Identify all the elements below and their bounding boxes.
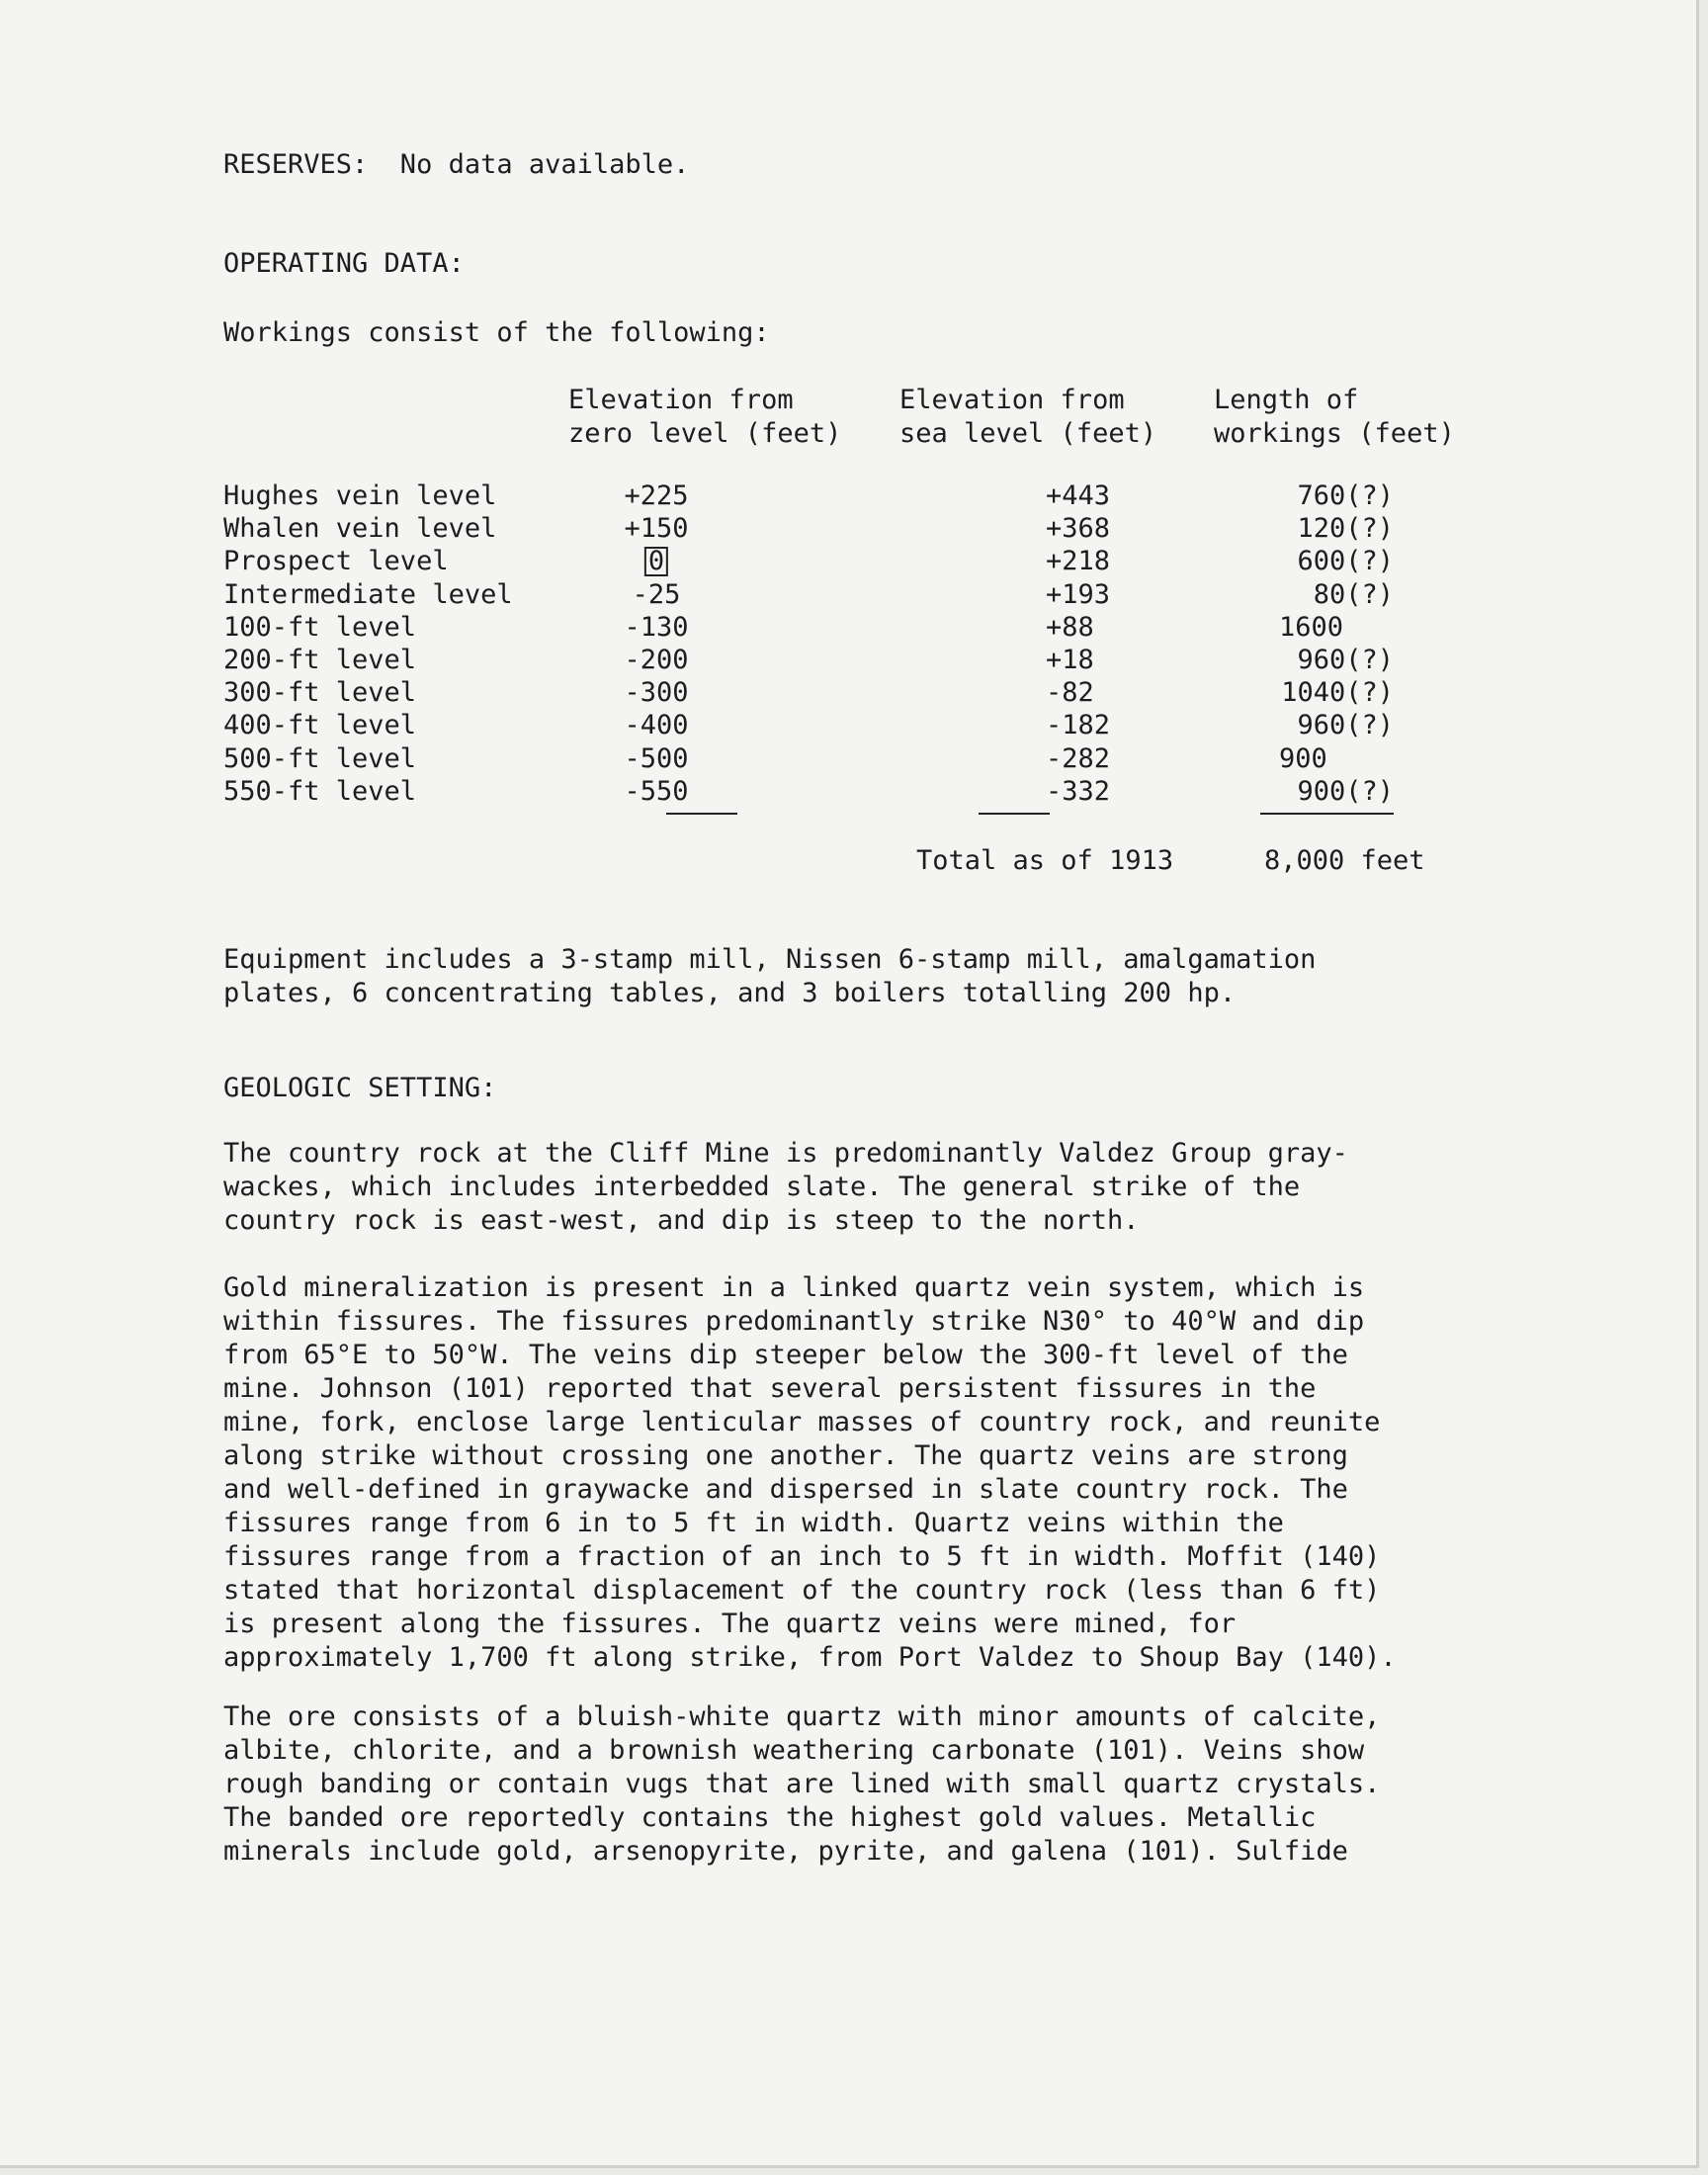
level-name: 300-ft level xyxy=(223,677,417,709)
zero-elevation: -25 xyxy=(632,578,681,610)
working-length: 960(?) xyxy=(1297,645,1394,675)
level-name: 500-ft level xyxy=(223,742,417,774)
table-row xyxy=(223,512,1479,546)
zero-elevation: -300 xyxy=(624,677,689,709)
zero-elevation: +225 xyxy=(624,480,689,511)
working-length: 760(?) xyxy=(1297,480,1394,511)
zero-elevation: -130 xyxy=(624,611,689,643)
sea-elevation: +193 xyxy=(1046,578,1111,610)
sea-elevation: +368 xyxy=(1046,513,1111,545)
zero-elevation: +150 xyxy=(624,513,689,545)
working-length: 900 xyxy=(1279,742,1327,774)
sea-elevation: -282 xyxy=(1046,742,1111,774)
geologic-paragraph-1: The country rock at the Cliff Mine is predominantly Valdez Group gray- wackes, which includes interbedded slate. The general strike of the country rock is east-west, and dip is steep to the north. xyxy=(223,1138,1348,1236)
level-name: Intermediate level xyxy=(223,578,513,610)
level-name: 400-ft level xyxy=(223,710,417,741)
working-length: 1600 xyxy=(1279,611,1344,643)
working-length: 80(?) xyxy=(1313,578,1394,610)
sea-elevation: +218 xyxy=(1046,546,1111,577)
level-name: Whalen vein level xyxy=(223,513,497,545)
geologic-setting-heading: GEOLOGIC SETTING: xyxy=(223,1073,497,1103)
length-column-underline xyxy=(1260,813,1394,815)
workings-intro: Workings consist of the following: xyxy=(223,317,770,348)
working-length: 600(?) xyxy=(1297,546,1394,577)
working-length: 960(?) xyxy=(1297,710,1394,741)
table-row xyxy=(223,545,1479,578)
header-length: Length of workings (feet) xyxy=(1214,385,1455,449)
working-length: 900(?) xyxy=(1297,775,1394,807)
zero-elevation: -400 xyxy=(624,710,689,741)
table-row xyxy=(223,742,1479,776)
zero-column-underline xyxy=(666,813,737,815)
sea-elevation: -82 xyxy=(1046,677,1094,709)
total-value: 8,000 feet xyxy=(1264,845,1425,876)
sea-elevation: -332 xyxy=(1046,775,1111,807)
geologic-paragraph-3: The ore consists of a bluish-white quartz with minor amounts of calcite, albite, chlorite, and a brownish weathering carbonate (101). Veins show rough banding or contain vugs that are lined with small quartz crystals. The banded ore reportedly contains the highest gold values. Metallic minerals include gold, arsenopyrite, pyrite, and galena (101). Sulfide xyxy=(223,1701,1381,1867)
table-row xyxy=(223,676,1479,710)
geologic-paragraph-2: Gold mineralization is present in a linked quartz vein system, which is within fissures. The fissures predominantly strike N30° to 40°W and dip from 65°E to 50°W. The veins dip steeper below the 300-ft level of the mine. Johnson (101) reported that several persistent fissures in the mine, fork, enclose large lenticular masses of country rock, and reunite along strike without crossing one another. The quartz veins are strong and well-defined in graywacke and dispersed in slate country rock. The fissures range from 6 in to 5 ft in width. Quartz veins within the fissures range from a fraction of an inch to 5 ft in width. Moffit (140) stated that horizontal displacement of the country rock (less than 6 ft) is present along the fissures. The quartz veins were mined, for approximately 1,700 ft along strike, from Port Valdez to Shoup Bay (140). xyxy=(223,1272,1397,1673)
zero-elevation: -500 xyxy=(624,742,689,774)
table-row xyxy=(223,709,1479,742)
sea-elevation: -182 xyxy=(1046,710,1111,741)
equipment-paragraph: Equipment includes a 3-stamp mill, Nissen 6-stamp mill, amalgamation plates, 6 concentrating tables, and 3 boilers totalling 200 hp. xyxy=(223,944,1317,1008)
working-length: 1040(?) xyxy=(1281,677,1394,709)
working-length: 120(?) xyxy=(1297,513,1394,545)
level-name: Prospect level xyxy=(223,546,449,577)
sea-elevation: +18 xyxy=(1046,645,1094,675)
zero-elevation: 0 xyxy=(644,545,668,578)
total-label: Total as of 1913 xyxy=(916,845,1174,876)
table-row xyxy=(223,775,1479,809)
reserves-line: RESERVES: No data available. xyxy=(223,149,690,180)
sea-elevation: +88 xyxy=(1046,611,1094,643)
level-name: Hughes vein level xyxy=(223,480,497,511)
level-name: 100-ft level xyxy=(223,611,417,643)
table-row xyxy=(223,578,1479,612)
level-name: 550-ft level xyxy=(223,775,417,807)
zero-elevation: -550 xyxy=(624,775,689,807)
table-row xyxy=(223,479,1479,513)
header-zero-level: Elevation from zero level (feet) xyxy=(568,385,842,449)
zero-elevation: -200 xyxy=(624,645,689,675)
operating-data-heading: OPERATING DATA: xyxy=(223,248,465,279)
header-sea-level: Elevation from sea level (feet) xyxy=(899,385,1157,449)
level-name: 200-ft level xyxy=(223,645,417,675)
sea-column-underline xyxy=(979,813,1050,815)
table-row xyxy=(223,644,1479,677)
sea-elevation: +443 xyxy=(1046,480,1111,511)
table-row xyxy=(223,611,1479,645)
